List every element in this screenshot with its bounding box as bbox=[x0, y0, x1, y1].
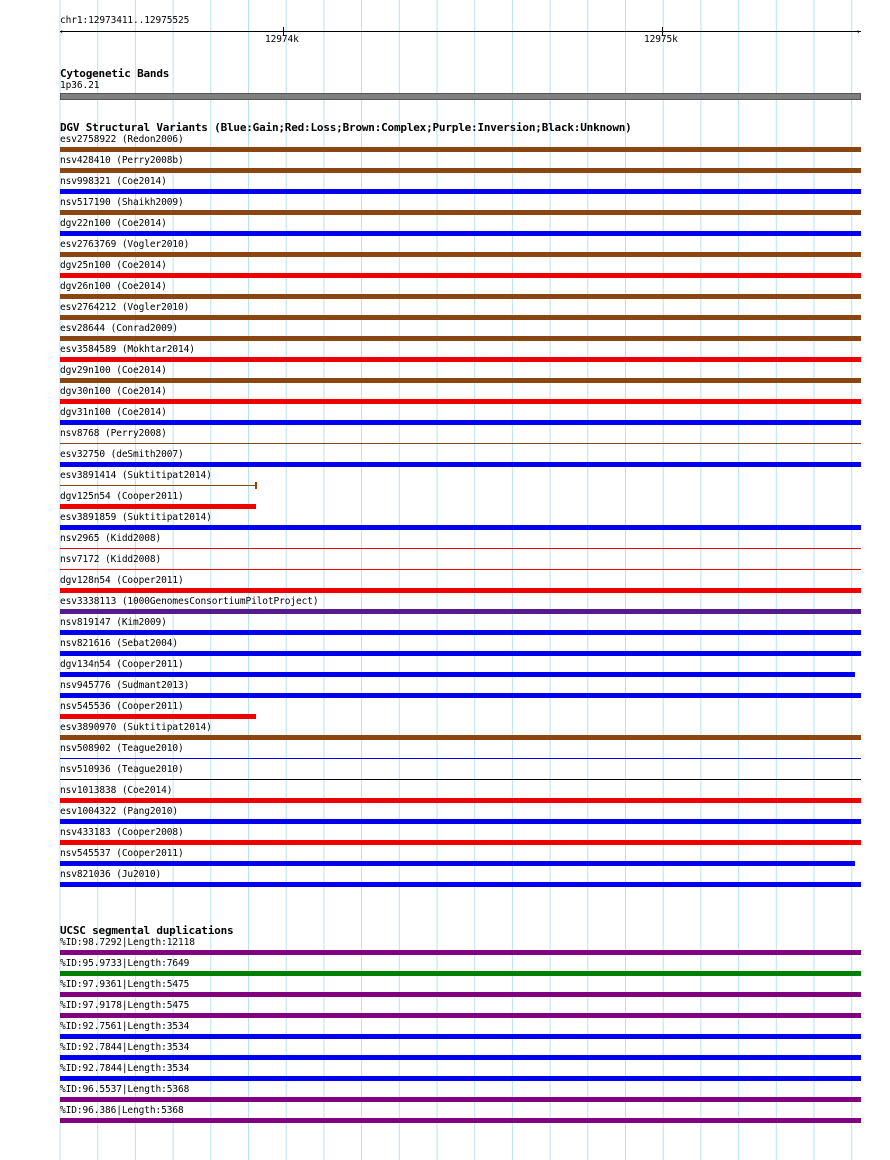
dgv-feature-label: dgv26n100 (Coe2014) bbox=[60, 281, 167, 292]
cytoband-bar[interactable] bbox=[60, 93, 861, 100]
segdup-feature-label: %ID:96.386|Length:5368 bbox=[60, 1105, 184, 1116]
dgv-feature-bar[interactable] bbox=[60, 315, 861, 320]
dgv-feature-bar[interactable] bbox=[60, 779, 861, 780]
segdup-feature-label: %ID:97.9178|Length:5475 bbox=[60, 1000, 190, 1011]
dgv-feature-label: esv3891414 (Suktitipat2014) bbox=[60, 470, 212, 481]
dgv-feature-label: esv3890970 (Suktitipat2014) bbox=[60, 722, 212, 733]
dgv-feature-label: esv28644 (Conrad2009) bbox=[60, 323, 179, 334]
dgv-feature-bar[interactable] bbox=[60, 462, 861, 467]
dgv-feature-bar[interactable] bbox=[60, 861, 855, 866]
dgv-feature-label: nsv545536 (Cooper2011) bbox=[60, 701, 184, 712]
dgv-feature-label: nsv821616 (Sebat2004) bbox=[60, 638, 179, 649]
dgv-feature-bar[interactable] bbox=[60, 714, 256, 719]
dgv-feature-label: esv2764212 (Vogler2010) bbox=[60, 302, 190, 313]
dgv-feature-bar[interactable] bbox=[60, 758, 861, 759]
dgv-feature-label: nsv428410 (Perry2008b) bbox=[60, 155, 184, 166]
dgv-feature-bar[interactable] bbox=[60, 336, 861, 341]
dgv-feature-bar[interactable] bbox=[60, 420, 861, 425]
dgv-feature-bar[interactable] bbox=[60, 485, 256, 486]
dgv-feature-label: nsv508902 (Teague2010) bbox=[60, 743, 184, 754]
segdup-feature-bar[interactable] bbox=[60, 971, 861, 976]
dgv-feature-label: nsv8768 (Perry2008) bbox=[60, 428, 167, 439]
dgv-feature-bar[interactable] bbox=[60, 294, 861, 299]
dgv-feature-bar[interactable] bbox=[60, 735, 861, 740]
segdup-feature-label: %ID:92.7844|Length:3534 bbox=[60, 1042, 190, 1053]
segdup-feature-label: %ID:92.7844|Length:3534 bbox=[60, 1063, 190, 1074]
dgv-feature-label: nsv7172 (Kidd2008) bbox=[60, 554, 162, 565]
segdup-feature-label: %ID:96.5537|Length:5368 bbox=[60, 1084, 190, 1095]
dgv-feature-label: nsv945776 (Sudmant2013) bbox=[60, 680, 190, 691]
position-readout: chr1:12973411..12975525 bbox=[60, 15, 190, 26]
segdup-feature-bar[interactable] bbox=[60, 1013, 861, 1018]
track-title-dgv: DGV Structural Variants (Blue:Gain;Red:Loss;Brown:Complex;Purple:Inversion;Black:Unknown) bbox=[60, 121, 632, 134]
ruler-arrow-right: › bbox=[856, 27, 861, 36]
dgv-feature-label: nsv2965 (Kidd2008) bbox=[60, 533, 162, 544]
dgv-feature-label: esv1004322 (Pang2010) bbox=[60, 806, 179, 817]
dgv-feature-bar[interactable] bbox=[60, 672, 855, 677]
dgv-feature-bar[interactable] bbox=[60, 252, 861, 257]
dgv-feature-bar[interactable] bbox=[60, 609, 861, 614]
ruler-tick-label: 12974k bbox=[265, 34, 299, 45]
segdup-feature-label: %ID:97.9361|Length:5475 bbox=[60, 979, 190, 990]
dgv-feature-endcap bbox=[255, 482, 257, 489]
dgv-feature-label: nsv545537 (Cooper2011) bbox=[60, 848, 184, 859]
segdup-feature-bar[interactable] bbox=[60, 1118, 861, 1123]
dgv-feature-label: nsv433183 (Cooper2008) bbox=[60, 827, 184, 838]
dgv-feature-label: nsv1013838 (Coe2014) bbox=[60, 785, 173, 796]
segdup-feature-label: %ID:92.7561|Length:3534 bbox=[60, 1021, 190, 1032]
dgv-feature-bar[interactable] bbox=[60, 588, 861, 593]
dgv-feature-label: dgv22n100 (Coe2014) bbox=[60, 218, 167, 229]
segdup-feature-bar[interactable] bbox=[60, 1034, 861, 1039]
dgv-feature-label: nsv819147 (Kim2009) bbox=[60, 617, 167, 628]
dgv-feature-label: dgv30n100 (Coe2014) bbox=[60, 386, 167, 397]
segdup-feature-bar[interactable] bbox=[60, 1097, 861, 1102]
dgv-feature-bar[interactable] bbox=[60, 798, 861, 803]
dgv-feature-label: dgv31n100 (Coe2014) bbox=[60, 407, 167, 418]
dgv-feature-bar[interactable] bbox=[60, 693, 861, 698]
dgv-feature-label: dgv29n100 (Coe2014) bbox=[60, 365, 167, 376]
dgv-feature-label: esv3338113 (1000GenomesConsortiumPilotProject) bbox=[60, 596, 319, 607]
dgv-feature-bar[interactable] bbox=[60, 525, 861, 530]
dgv-feature-bar[interactable] bbox=[60, 443, 861, 444]
track-title-segdup: UCSC segmental duplications bbox=[60, 924, 234, 937]
dgv-feature-label: nsv517190 (Shaikh2009) bbox=[60, 197, 184, 208]
segdup-feature-bar[interactable] bbox=[60, 1055, 861, 1060]
dgv-feature-bar[interactable] bbox=[60, 378, 861, 383]
dgv-feature-bar[interactable] bbox=[60, 651, 861, 656]
dgv-feature-bar[interactable] bbox=[60, 819, 861, 824]
dgv-feature-bar[interactable] bbox=[60, 168, 861, 173]
dgv-feature-bar[interactable] bbox=[60, 273, 861, 278]
dgv-feature-bar[interactable] bbox=[60, 210, 861, 215]
segdup-feature-bar[interactable] bbox=[60, 950, 861, 955]
dgv-feature-bar[interactable] bbox=[60, 231, 861, 236]
dgv-feature-bar[interactable] bbox=[60, 357, 861, 362]
dgv-feature-label: esv3891859 (Suktitipat2014) bbox=[60, 512, 212, 523]
dgv-feature-bar[interactable] bbox=[60, 189, 861, 194]
dgv-feature-label: esv2763769 (Vogler2010) bbox=[60, 239, 190, 250]
dgv-feature-label: dgv125n54 (Cooper2011) bbox=[60, 491, 184, 502]
dgv-feature-bar[interactable] bbox=[60, 882, 861, 887]
ruler-axis bbox=[60, 31, 861, 32]
dgv-feature-bar[interactable] bbox=[60, 147, 861, 152]
dgv-feature-label: nsv998321 (Coe2014) bbox=[60, 176, 167, 187]
dgv-feature-label: esv3584589 (Mokhtar2014) bbox=[60, 344, 195, 355]
ruler-arrow-left: ‹ bbox=[59, 27, 64, 36]
dgv-feature-label: esv2758922 (Redon2006) bbox=[60, 134, 184, 145]
segdup-feature-label: %ID:98.7292|Length:12118 bbox=[60, 937, 195, 948]
dgv-feature-bar[interactable] bbox=[60, 399, 861, 404]
dgv-feature-bar[interactable] bbox=[60, 630, 861, 635]
dgv-feature-bar[interactable] bbox=[60, 548, 861, 549]
dgv-feature-bar[interactable] bbox=[60, 504, 256, 509]
dgv-feature-label: nsv821036 (Ju2010) bbox=[60, 869, 162, 880]
track-title-cytoband: Cytogenetic Bands bbox=[60, 67, 170, 80]
dgv-feature-label: dgv25n100 (Coe2014) bbox=[60, 260, 167, 271]
segdup-feature-bar[interactable] bbox=[60, 1076, 861, 1081]
ruler-tick-label: 12975k bbox=[644, 34, 678, 45]
dgv-feature-label: nsv510936 (Teague2010) bbox=[60, 764, 184, 775]
segdup-feature-bar[interactable] bbox=[60, 992, 861, 997]
cytoband-label: 1p36.21 bbox=[60, 80, 100, 91]
segdup-feature-label: %ID:95.9733|Length:7649 bbox=[60, 958, 190, 969]
dgv-feature-label: dgv128n54 (Cooper2011) bbox=[60, 575, 184, 586]
dgv-feature-bar[interactable] bbox=[60, 840, 861, 845]
dgv-feature-bar[interactable] bbox=[60, 569, 861, 570]
dgv-feature-label: dgv134n54 (Cooper2011) bbox=[60, 659, 184, 670]
dgv-feature-label: esv32750 (deSmith2007) bbox=[60, 449, 184, 460]
